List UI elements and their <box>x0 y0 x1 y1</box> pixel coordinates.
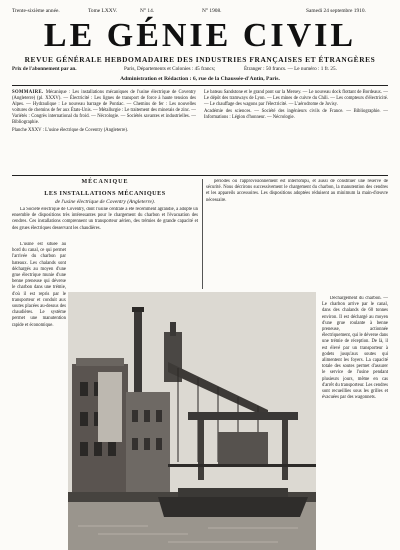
pricing-etranger: Étranger : 50 francs. — Le numéro : 1 fr. 25. <box>244 66 337 72</box>
article-right-column-2-text: Déchargement du charbon. — Le charbon arrive par le canal, dans des chalands de 60 tonnes environ. Il est déchargé au moyen d'une grue roulante à benne preneuse, actionnée électriquement, qui le déverse dans une trémie de réception. De là, il est élevé par un transporteur à godets jusqu'aux soutes qui alimentent les foyers. La capacité totale des soutes permet d'assurer le service de l'usine pendant plusieurs jours, même en cas d'arrêt du transporteur. Les cendres sont recueillies sous les grilles et évacuées par des wagonnets. <box>322 296 388 401</box>
summary-left-footer: Planche XXXV : L'usine électrique de Coventry (Angleterre). <box>12 127 129 133</box>
column-rule <box>202 179 203 289</box>
power-plant-illustration <box>68 292 316 550</box>
pricing-paris: Paris, Départements et Colonies : 45 francs; <box>124 66 216 72</box>
tome-label: Tome LXXV. <box>88 8 118 14</box>
issue-header <box>12 8 388 17</box>
section-heading: MÉCANIQUE <box>81 179 129 185</box>
article-left-column <box>12 242 66 548</box>
summary-label: SOMMAIRE. <box>12 90 44 95</box>
article-right-column-2 <box>322 296 388 548</box>
issue-date: Samedi 24 septembre 1910. <box>306 8 366 14</box>
masthead-subtitle: REVUE GÉNÉRALE HEBDOMADAIRE DES INDUSTRIES FRANÇAISES ET ÉTRANGÈRES <box>24 55 376 64</box>
pricing-label: Prix de l'abonnement par an. <box>12 66 77 72</box>
numero-label: N° 14. <box>140 8 155 14</box>
pricing-line <box>12 66 388 74</box>
masthead-title: LE GÉNIE CIVIL <box>43 17 357 54</box>
article-left-column-text: L'usine est située au bord du canal, ce qui permet l'arrivée du charbon par bateaux. Les chalands sont déchargés au moyen d'une grue électrique munie d'une benne preneuse qui déverse le charbon dans une trémie, d'où il est repris par le transporteur et conduit aux soutes placées au-dessus des chaudières. Le système permet une manutention rapide et économique. <box>12 242 66 328</box>
article-subtitle: de l'usine électrique de Coventry (Angleterre). <box>54 199 156 205</box>
article-right-column-text: périodes où l'approvisionnement est interrompu, et aussi de constituer une réserve de sécurité. Nous décrirons successivement le chargement du charbon, la manutention des cendres et les appareils accessoires. Les dispositions adoptées réduisent au minimum la main-d'œuvre nécessaire. <box>206 179 388 203</box>
article-right-column <box>206 179 388 289</box>
power-plant-photo <box>68 292 316 550</box>
summary-right <box>204 90 388 121</box>
article-title: LES INSTALLATIONS MÉCANIQUES <box>44 190 166 197</box>
series-label: Trente-sixième année. <box>12 8 60 14</box>
issue-number: N° 1908. <box>202 8 222 14</box>
article-intro-text: La Société électrique de Coventry, dont l'usine centrale a été récemment agrandie, a adopté un ensemble de dispositions très intéressantes pour le chargement du charbon et l'évacuation des cendres. Ces installations comprennent un transporteur aérien, des trémies de grande capacité et des grues électriques desservant les chaudières. <box>12 207 198 231</box>
administration-address: Administration et Rédaction : 6, rue de la Chaussée-d'Antin, Paris. <box>120 76 280 82</box>
summary-right-footer: Académie des sciences. — Société des ingénieurs civils de France. — Bibliographie. — Informations : Légion d'honneur. — Nécrologie. <box>204 109 388 121</box>
summary-left-text: Mécanique : Les installations mécaniques de l'usine électrique de Coventry (Angleterre) (pl. XXXV). — Électricité : Les lignes de transport de force à haute tension des Alpes. — Hydraulique : Le nouveau barrage de Pontiac. — Chemins de fer : Les nouvelles voitures de chemins de fer aux États-Unis. — Métallurgie : Le traitement des minerais de zinc. — Variétés : Congrès international du froid. — Nécrologie. — Sociétés savantes et industrielles. — Bibliographie. <box>12 90 197 126</box>
header-rule <box>12 85 388 86</box>
article-intro <box>12 207 198 239</box>
summary-left <box>12 90 196 134</box>
summary-rule <box>12 175 388 176</box>
summary-right-text: Le bateau Sandstone et le grand pont sur la Mersey. — Le nouveau dock flottant de Bordeaux. — Le dépôt des tramways de Lyon. — Les mines de cuivre du Chili. — Les compteurs d'électricité. — Le chauffage des wagons par l'électricité. — L'aérodrome de Juvisy. <box>204 90 388 108</box>
